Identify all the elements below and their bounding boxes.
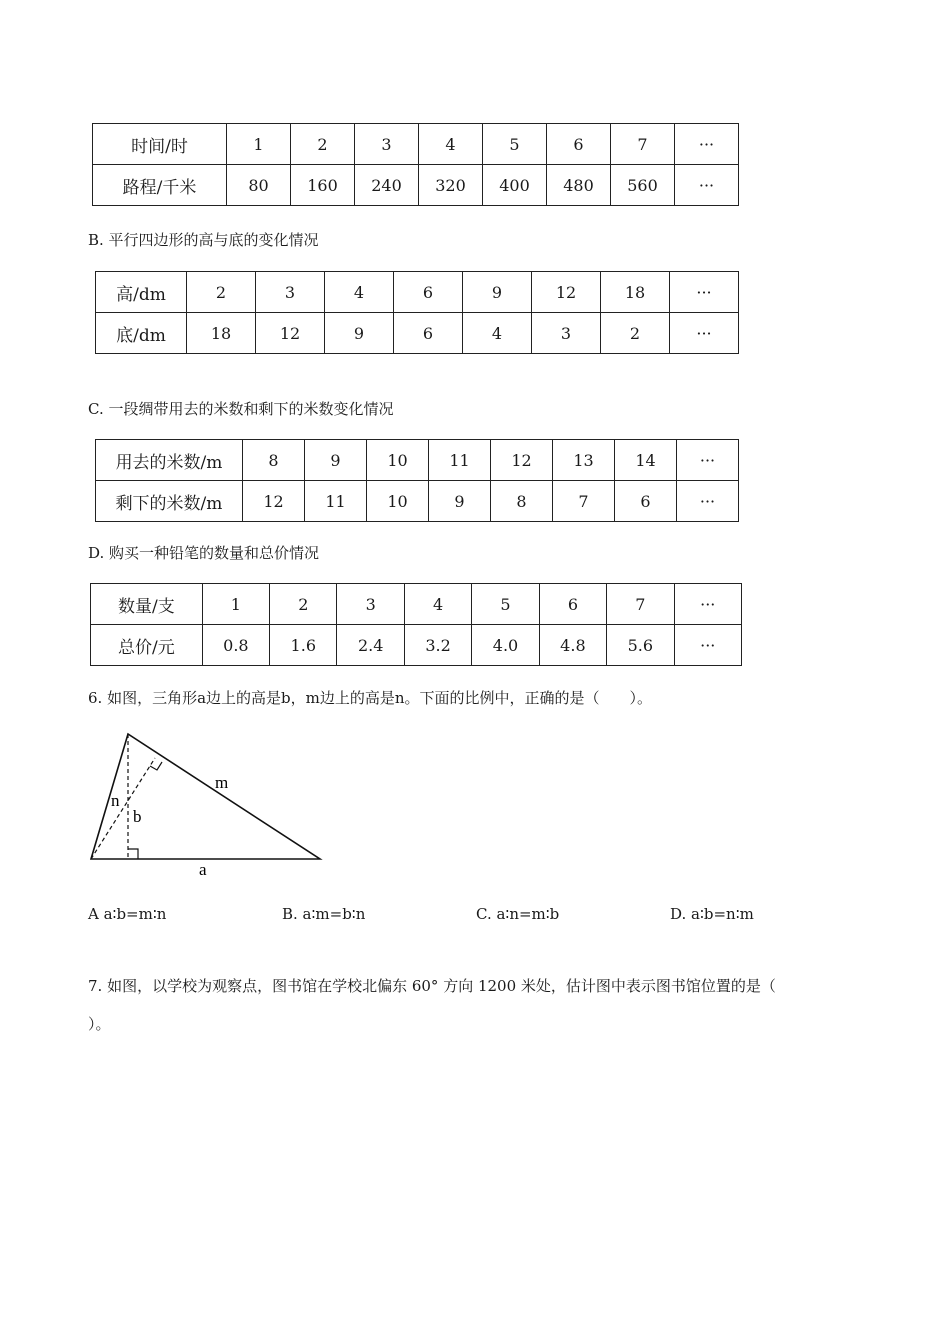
table-cell: 数量/支	[91, 584, 203, 625]
table-cell: 18	[601, 272, 670, 313]
table-row	[96, 272, 739, 313]
table-cell: 1.6	[270, 625, 337, 666]
triangle-shape	[91, 734, 320, 859]
table-cell: ···	[670, 272, 739, 313]
table-cell: 5	[483, 124, 547, 165]
table-cell: 12	[532, 272, 601, 313]
table-cell: ···	[675, 165, 739, 206]
table-cell: 14	[615, 440, 677, 481]
question-6-text: 6. 如图，三角形a边上的高是b，m边上的高是n。下面的比例中，正确的是（ ）。	[88, 689, 653, 707]
table-cell: 240	[355, 165, 419, 206]
question-7-line-2: ）。	[88, 1015, 111, 1033]
table-cell: 高/dm	[96, 272, 187, 313]
table-cell: 6	[547, 124, 611, 165]
question-6-option-b[interactable]: B. a∶m=b∶n	[282, 905, 366, 923]
table-height-base	[95, 271, 739, 354]
table-row	[96, 440, 739, 481]
table-row	[93, 124, 739, 165]
table-cell: 路程/千米	[93, 165, 227, 206]
table-cell: 12	[256, 313, 325, 354]
table-cell: 4	[463, 313, 532, 354]
table-cell: ···	[677, 440, 739, 481]
option-d-caption: D. 购买一种铅笔的数量和总价情况	[88, 544, 320, 562]
table-cell: 11	[429, 440, 491, 481]
question-6-option-a[interactable]: A a∶b=m∶n	[88, 905, 167, 923]
table-cell: 7	[553, 481, 615, 522]
table-cell: 6	[394, 313, 463, 354]
table-cell: 3	[532, 313, 601, 354]
table-cell: 400	[483, 165, 547, 206]
question-6-option-d[interactable]: D. a∶b=n∶m	[670, 905, 754, 923]
table-row	[91, 584, 742, 625]
table-cell: 1	[227, 124, 291, 165]
table-cell: 4	[325, 272, 394, 313]
label-m: m	[215, 773, 229, 792]
table-cell: 2	[601, 313, 670, 354]
table-cell: 4.0	[472, 625, 539, 666]
table-cell: 9	[305, 440, 367, 481]
label-a: a	[199, 860, 207, 879]
table-cell: 底/dm	[96, 313, 187, 354]
table-cell: 8	[491, 481, 553, 522]
table-cell: 9	[463, 272, 532, 313]
table-cell: ···	[674, 584, 741, 625]
table-distance-time	[92, 123, 739, 206]
table-cell: 10	[367, 440, 429, 481]
table-cell: 6	[615, 481, 677, 522]
table-cell: 时间/时	[93, 124, 227, 165]
option-c-caption: C. 一段绸带用去的米数和剩下的米数变化情况	[88, 400, 394, 418]
table-cell: ···	[674, 625, 741, 666]
table-cell: 8	[243, 440, 305, 481]
question-7-line-1: 7. 如图，以学校为观察点，图书馆在学校北偏东 60° 方向 1200 米处，估计图中表示图书馆位置的是（	[88, 977, 776, 995]
table-cell: 9	[325, 313, 394, 354]
table-cell: 13	[553, 440, 615, 481]
table-cell: 480	[547, 165, 611, 206]
table-cell: 7	[611, 124, 675, 165]
table-cell: 10	[367, 481, 429, 522]
table-cell: ···	[677, 481, 739, 522]
table-cell: 560	[611, 165, 675, 206]
table-cell: 0.8	[202, 625, 269, 666]
table-cell: 5	[472, 584, 539, 625]
question-6-option-c[interactable]: C. a∶n=m∶b	[476, 905, 560, 923]
table-row	[96, 313, 739, 354]
table-cell: 12	[243, 481, 305, 522]
triangle-figure	[80, 725, 340, 880]
option-b-caption: B. 平行四边形的高与底的变化情况	[88, 231, 319, 249]
table-cell: 用去的米数/m	[96, 440, 243, 481]
table-row	[93, 165, 739, 206]
table-ribbon	[95, 439, 739, 522]
table-cell: 2	[291, 124, 355, 165]
table-cell: 5.6	[607, 625, 674, 666]
table-cell: 12	[491, 440, 553, 481]
table-row	[91, 625, 742, 666]
label-b: b	[133, 807, 142, 826]
table-cell: 80	[227, 165, 291, 206]
table-cell: 9	[429, 481, 491, 522]
table-cell: 3	[355, 124, 419, 165]
table-cell: 18	[187, 313, 256, 354]
table-cell: 320	[419, 165, 483, 206]
table-cell: ···	[670, 313, 739, 354]
table-cell: 11	[305, 481, 367, 522]
table-cell: 6	[394, 272, 463, 313]
table-pencil-price	[90, 583, 742, 666]
table-cell: 3	[256, 272, 325, 313]
table-cell: 4.8	[539, 625, 606, 666]
table-cell: 6	[539, 584, 606, 625]
table-cell: ···	[675, 124, 739, 165]
table-cell: 160	[291, 165, 355, 206]
label-n: n	[111, 791, 120, 810]
table-cell: 3.2	[404, 625, 471, 666]
height-n-line	[91, 758, 155, 859]
table-cell: 3	[337, 584, 404, 625]
table-cell: 7	[607, 584, 674, 625]
table-cell: 4	[419, 124, 483, 165]
table-cell: 总价/元	[91, 625, 203, 666]
table-cell: 2	[270, 584, 337, 625]
table-cell: 2.4	[337, 625, 404, 666]
table-row	[96, 481, 739, 522]
table-cell: 4	[404, 584, 471, 625]
right-angle-mark-b	[128, 849, 138, 859]
table-cell: 1	[202, 584, 269, 625]
table-cell: 2	[187, 272, 256, 313]
table-cell: 剩下的米数/m	[96, 481, 243, 522]
